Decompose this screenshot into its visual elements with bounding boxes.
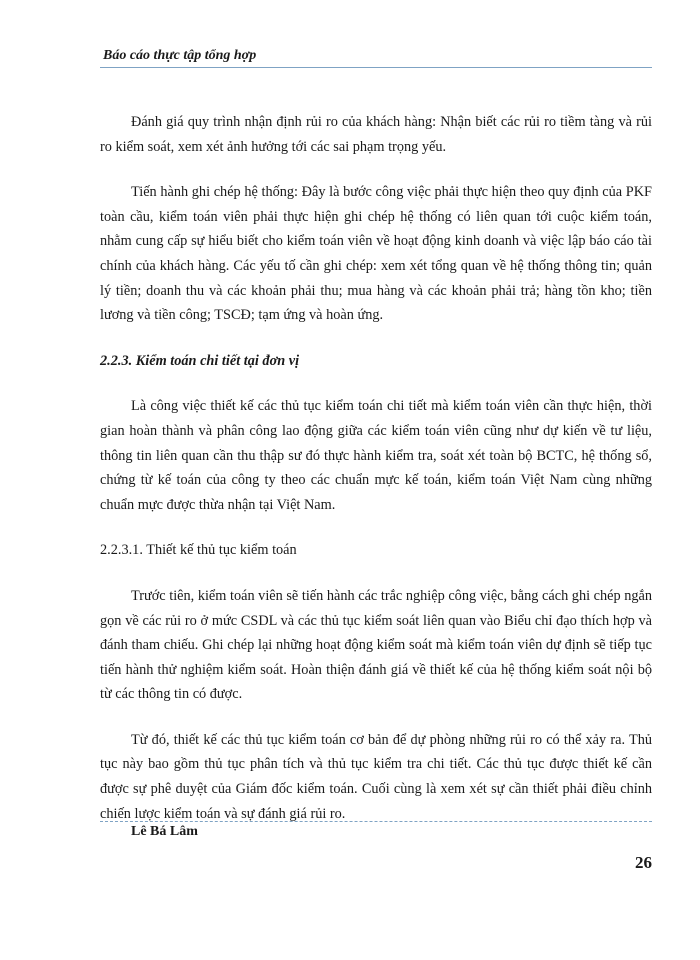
paragraph-detailed-audit: Là công việc thiết kế các thủ tục kiểm toán chi tiết mà kiểm toán viên cần thực hiện, thời gian hoàn thành và phân công lao động giữa các kiểm toán viên cũng như dự kiến về tư liệu, thông tin liên quan cần thu thập sư đó thực hành kiểm tra, soát xét toàn bộ BCTC, hệ thống sổ, chứng từ kế toán của công ty theo các chuẩn mực kế toán, kiểm toán Việt Nam cùng những chuẩn mực được thừa nhận tại Việt Nam. bbox=[100, 398, 652, 513]
paragraph-substantive-procedures: Từ đó, thiết kế các thủ tục kiểm toán cơ bản để dự phòng những rủi ro có thể xảy ra. Thủ tục này bao gồm thủ tục phân tích và thủ tục kiểm tra chi tiết. Các thủ tục được thiết kế cần được sự phê duyệt của Giám đốc kiểm toán. Cuối cùng là xem xét sự cần thiết phải điều chỉnh chiến lược kiểm toán và sự đánh giá rủi ro. bbox=[100, 731, 652, 822]
page-number: 26 bbox=[635, 853, 652, 872]
page-header-title: Báo cáo thực tập tổng hợp bbox=[103, 48, 257, 63]
footer-author: Lê Bá Lâm bbox=[131, 824, 198, 839]
section-heading-2-2-3: 2.2.3. Kiểm toán chi tiết tại đơn vị bbox=[100, 352, 300, 369]
footer-divider bbox=[100, 821, 652, 822]
section-heading-2-2-3-1: 2.2.3.1. Thiết kế thủ tục kiểm toán bbox=[100, 542, 297, 559]
paragraph-audit-procedure-design: Trước tiên, kiểm toán viên sẽ tiến hành các trắc nghiệp công việc, bằng cách ghi chép ngắn gọn về các rủi ro ở mức CSDL và các thủ tục kiểm soát liên quan vào Biểu chỉ đạo thích hợp và đánh tham chiếu. Ghi chép lại những hoạt động kiểm soát mà kiểm toán viên dự định sẽ tiếp tục tiến hành thử nghiệm kiểm soát. Hoàn thiện đánh giá về thiết kế của hệ thống kiểm soát nội bộ từ các thông tin có được. bbox=[100, 587, 652, 703]
paragraph-risk-assessment: Đánh giá quy trình nhận định rủi ro của khách hàng: Nhận biết các rủi ro tiềm tàng và rủi ro kiểm soát, xem xét ảnh hưởng tới các sai phạm trọng yếu. bbox=[100, 114, 652, 155]
header-divider bbox=[100, 67, 652, 68]
document-body bbox=[100, 110, 652, 847]
paragraph-system-documentation: Tiến hành ghi chép hệ thống: Đây là bước công việc phải thực hiện theo quy định của PKF toàn cầu, kiểm toán viên phải thực hiện ghi chép hệ thống có liên quan tới cuộc kiểm toán, nhằm cung cấp sự hiểu biết cho kiểm toán viên về hoạt động kinh doanh và việc lập báo cáo tài chính của khách hàng. Các yếu tố cần ghi chép: xem xét tổng quan về hệ thống thông tin; quản lý tiền; doanh thu và các khoản phải thu; mua hàng và các khoản phải trả; hàng tồn kho; tiền lương và tiền công; TSCĐ; tạm ứng và hoàn ứng. bbox=[100, 184, 652, 324]
